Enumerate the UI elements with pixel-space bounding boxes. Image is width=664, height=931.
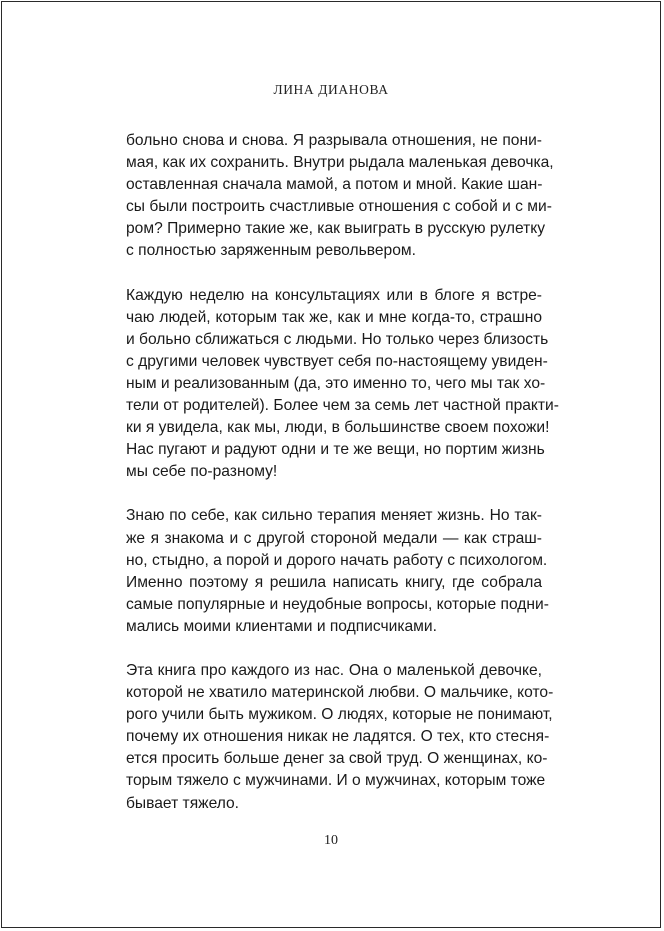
running-header-author: ЛИНА ДИАНОВА — [273, 82, 389, 97]
text-line: торым тяжело с мужчинами. И о мужчинах, которым тоже — [126, 772, 546, 790]
paragraph-4 — [126, 660, 554, 815]
text-line: ется просить больше денег за свой труд. О женщинах, ко- — [126, 750, 548, 768]
text-line: Знаю по себе, как сильно терапия меняет жизнь. Но так- — [126, 507, 542, 525]
paragraph-1 — [126, 130, 554, 263]
text-line: с полностью заряженным револьвером. — [126, 242, 416, 260]
text-line: бывает тяжело. — [126, 794, 240, 812]
body-text — [126, 130, 559, 837]
text-line: ром? Примерно такие же, как выиграть в русскую рулетку — [126, 220, 546, 238]
text-line: почему их отношения никак не ладятся. О тех, кто стесня- — [126, 728, 550, 746]
text-line: ным и реализованным (да, это именно то, чего мы так хо- — [126, 374, 546, 392]
text-line: чаю людей, которым так же, как и мне когда-то, страшно — [126, 308, 542, 326]
book-page — [1, 1, 661, 928]
page-number: 10 — [324, 833, 338, 848]
text-line: тели от родителей). Более чем за семь лет частной практи- — [126, 397, 559, 415]
text-line: Именно поэтому я решила написать книгу, где собрала — [126, 573, 542, 591]
text-line: самые популярные и неудобные вопросы, которые подни- — [126, 595, 549, 613]
text-line: же я знакома и с другой стороной медали — как страш- — [126, 529, 542, 547]
text-line: Каждую неделю на консультациях или в блоге я встре- — [126, 286, 542, 304]
text-line: мались моими клиентами и подписчиками. — [126, 617, 437, 635]
text-line: сы были построить счастливые отношения с собой и с ми- — [126, 198, 552, 216]
text-line: Нас пугают и радуют одни и те же вещи, но портим жизнь — [126, 441, 545, 459]
paragraph-3 — [126, 505, 549, 638]
paragraph-2 — [126, 285, 559, 484]
text-line: которой не хватило материнской любви. О мальчике, кото- — [126, 684, 554, 702]
text-line: рого учили быть мужиком. О людях, которые не понимают, — [126, 706, 553, 724]
text-line: мая, как их сохранить. Внутри рыдала маленькая девочка, — [126, 154, 554, 172]
text-line: и больно сближаться с людьми. Но только через близость — [126, 330, 549, 348]
text-line: оставленная сначала мамой, а потом и мной. Какие шан- — [126, 176, 543, 194]
text-line: ки я увидела, как мы, люди, в большинстве своем похожи! — [126, 419, 550, 437]
text-line: но, стыдно, а порой и дорого начать работу с психологом. — [126, 551, 548, 569]
text-line: больно снова и снова. Я разрывала отношения, не пони- — [126, 132, 542, 149]
text-line: мы себе по-разному! — [126, 463, 278, 481]
text-line: с другими человек чувствует себя по-настоящему увиден- — [126, 352, 548, 370]
text-line: Эта книга про каждого из нас. Она о маленькой девочке, — [126, 661, 542, 679]
